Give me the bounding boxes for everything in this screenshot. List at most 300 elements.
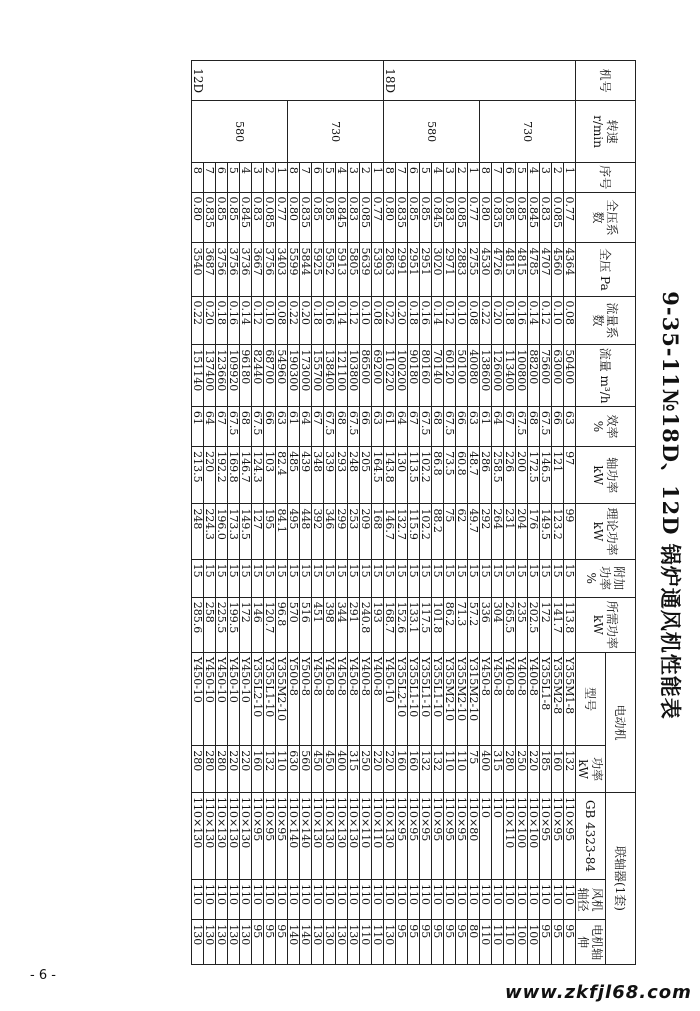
cell-coupling-gb: 110×95 (456, 792, 468, 879)
cell-fan-shaft: 110 (492, 879, 504, 919)
cell-motor-type: Y450-8 (348, 652, 360, 745)
cell-flow: 82440 (252, 345, 264, 407)
cell-required-power: 265.5 (504, 597, 516, 652)
cell-extra-power: 15 (216, 559, 228, 597)
cell-efficiency: 61 (288, 406, 300, 446)
cell-efficiency: 61 (192, 406, 204, 446)
cell-fan-shaft: 110 (264, 879, 276, 919)
cell-flow: 137400 (204, 345, 216, 407)
cell-motor-type: Y450-10 (204, 652, 216, 745)
cell-efficiency: 63 (468, 406, 480, 446)
cell-motor-type: Y500-8 (288, 652, 300, 745)
cell-pressure: 5925 (312, 243, 324, 296)
cell-motor-type: Y450-10 (228, 652, 240, 745)
cell-coupling-gb: 110×130 (240, 792, 252, 879)
cell-coupling-gb: 110×130 (216, 792, 228, 879)
cell-extra-power: 15 (348, 559, 360, 597)
cell-motor-type: Y450-8 (312, 652, 324, 745)
cell-coupling-gb: 110×110 (360, 792, 372, 879)
cell-theory-power: 173.3 (228, 504, 240, 559)
cell-theory-power: 299 (336, 504, 348, 559)
table-row (324, 61, 336, 965)
cell-pressure-coef: 0.845 (528, 192, 540, 243)
cell-theory-power: 495 (288, 504, 300, 559)
cell-motor-shaft: 130 (240, 920, 252, 965)
cell-motor-power: 220 (528, 746, 540, 793)
cell-extra-power: 15 (468, 559, 480, 597)
cell-fan-shaft: 110 (204, 879, 216, 919)
cell-seq: 6 (312, 162, 324, 192)
cell-required-power: 199.5 (228, 597, 240, 652)
cell-seq: 5 (324, 162, 336, 192)
header-motor-type: 型号 (576, 652, 606, 745)
cell-fan-shaft: 110 (348, 879, 360, 919)
cell-motor-type: Y355L1-10 (264, 652, 276, 745)
cell-theory-power: 99 (564, 504, 576, 559)
cell-pressure: 2755 (468, 243, 480, 296)
cell-flow: 63000 (552, 345, 564, 407)
cell-efficiency: 63 (276, 406, 288, 446)
cell-motor-power: 132 (264, 746, 276, 793)
cell-extra-power: 15 (240, 559, 252, 597)
cell-efficiency: 67.5 (444, 406, 456, 446)
cell-flow-coef: 0.20 (396, 296, 408, 345)
cell-pressure: 5393 (372, 243, 384, 296)
cell-seq: 4 (528, 162, 540, 192)
cell-seq: 3 (252, 162, 264, 192)
cell-motor-power: 220 (384, 746, 396, 793)
cell-motor-type: Y355L1-10 (408, 652, 420, 745)
cell-flow-coef: 0.22 (384, 296, 396, 345)
cell-pressure: 2951 (420, 243, 432, 296)
cell-flow-coef: 0.14 (432, 296, 444, 345)
table-row (264, 61, 276, 965)
cell-theory-power: 132.7 (396, 504, 408, 559)
table-row (504, 61, 516, 965)
cell-seq: 7 (300, 162, 312, 192)
cell-shaft-power: 248 (348, 447, 360, 504)
cell-motor-power: 75 (468, 746, 480, 793)
cell-flow-coef: 0.12 (252, 296, 264, 345)
cell-flow-coef: 0.08 (372, 296, 384, 345)
cell-efficiency: 66 (552, 406, 564, 446)
cell-motor-power: 110 (276, 746, 288, 793)
cell-pressure: 4785 (528, 243, 540, 296)
cell-flow: 173000 (300, 345, 312, 407)
cell-pressure-coef: 0.845 (336, 192, 348, 243)
cell-flow-coef: 0.14 (336, 296, 348, 345)
table-row (372, 61, 384, 965)
cell-flow-coef: 0.18 (504, 296, 516, 345)
cell-pressure: 5805 (348, 243, 360, 296)
cell-pressure: 4530 (480, 243, 492, 296)
cell-motor-shaft: 80 (468, 920, 480, 965)
cell-efficiency: 67.5 (420, 406, 432, 446)
cell-shaft-power: 113.5 (408, 447, 420, 504)
cell-flow: 121100 (336, 345, 348, 407)
cell-efficiency: 61 (480, 406, 492, 446)
cell-required-power: 113.8 (564, 597, 576, 652)
cell-motor-power: 110 (444, 746, 456, 793)
cell-motor-power: 132 (564, 746, 576, 793)
cell-flow-coef: 0.22 (480, 296, 492, 345)
cell-shaft-power: 124.3 (252, 447, 264, 504)
cell-pressure: 2971 (444, 243, 456, 296)
cell-motor-type: Y450-10 (384, 652, 396, 745)
cell-seq: 4 (432, 162, 444, 192)
cell-pressure-coef: 0.835 (300, 192, 312, 243)
cell-seq: 5 (228, 162, 240, 192)
cell-extra-power: 15 (204, 559, 216, 597)
cell-seq: 8 (288, 162, 300, 192)
fan-performance-table (191, 60, 636, 965)
cell-flow-coef: 0.18 (312, 296, 324, 345)
cell-flow-coef: 0.20 (204, 296, 216, 345)
cell-seq: 3 (540, 162, 552, 192)
cell-motor-power: 450 (312, 746, 324, 793)
cell-seq: 7 (396, 162, 408, 192)
cell-pressure-coef: 0.83 (348, 192, 360, 243)
cell-fan-shaft: 110 (528, 879, 540, 919)
cell-extra-power: 15 (516, 559, 528, 597)
cell-shaft-power: 258.5 (492, 447, 504, 504)
table-row (216, 61, 228, 965)
cell-seq: 4 (336, 162, 348, 192)
cell-efficiency: 66 (264, 406, 276, 446)
cell-seq: 2 (552, 162, 564, 192)
cell-extra-power: 15 (408, 559, 420, 597)
header-extra-power: 附加功率 % (576, 559, 636, 597)
header-coupling: 联轴器(1套) (606, 792, 636, 964)
cell-pressure-coef: 0.83 (444, 192, 456, 243)
cell-motor-shaft: 100 (528, 920, 540, 965)
cell-theory-power: 123.2 (552, 504, 564, 559)
cell-pressure-coef: 0.83 (540, 192, 552, 243)
cell-pressure-coef: 0.085 (360, 192, 372, 243)
cell-flow: 109920 (228, 345, 240, 407)
cell-shaft-power: 102.2 (420, 447, 432, 504)
cell-efficiency: 67.5 (348, 406, 360, 446)
cell-theory-power: 346 (324, 504, 336, 559)
cell-fan-shaft: 110 (324, 879, 336, 919)
cell-efficiency: 63 (372, 406, 384, 446)
cell-pressure: 3667 (252, 243, 264, 296)
cell-shaft-power: 226 (504, 447, 516, 504)
cell-pressure-coef: 0.77 (468, 192, 480, 243)
cell-flow: 75600 (540, 345, 552, 407)
cell-motor-type: Y355L2-10 (252, 652, 264, 745)
cell-coupling-gb: 110×95 (432, 792, 444, 879)
cell-required-power: 193 (372, 597, 384, 652)
table-row (516, 61, 528, 965)
cell-motor-shaft: 140 (288, 920, 300, 965)
cell-extra-power: 15 (192, 559, 204, 597)
cell-fan-shaft: 110 (312, 879, 324, 919)
table-row (396, 61, 408, 965)
cell-theory-power: 248 (192, 504, 204, 559)
cell-fan-shaft: 110 (216, 879, 228, 919)
header-motor-power: 功率 kW (576, 746, 606, 793)
table-row (276, 61, 288, 965)
cell-fan-shaft: 110 (276, 879, 288, 919)
cell-motor-shaft: 95 (252, 920, 264, 965)
cell-extra-power: 15 (444, 559, 456, 597)
cell-pressure-coef: 0.085 (456, 192, 468, 243)
cell-coupling-gb: 110×95 (396, 792, 408, 879)
cell-pressure-coef: 0.80 (384, 192, 396, 243)
cell-fan-shaft: 110 (480, 879, 492, 919)
table-row (252, 61, 264, 965)
cell-motor-type: Y315M2-10 (468, 652, 480, 745)
table-row (552, 61, 564, 965)
cell-motor-power: 132 (420, 746, 432, 793)
table-row (336, 61, 348, 965)
cell-motor-type: Y355M1-8 (564, 652, 576, 745)
cell-flow: 68700 (264, 345, 276, 407)
cell-pressure-coef: 0.85 (216, 192, 228, 243)
cell-motor-shaft: 130 (216, 920, 228, 965)
table-row (480, 61, 492, 965)
cell-required-power: 285.6 (192, 597, 204, 652)
header-motor: 电动机 (606, 652, 636, 792)
cell-efficiency: 68 (432, 406, 444, 446)
cell-pressure: 3756 (216, 243, 228, 296)
cell-motor-type: Y355M2-10 (456, 652, 468, 745)
cell-fan-shaft: 110 (504, 879, 516, 919)
cell-motor-shaft: 110 (372, 920, 384, 965)
cell-motor-type: Y400-8 (528, 652, 540, 745)
cell-coupling-gb: 110×80 (468, 792, 480, 879)
table-row (228, 61, 240, 965)
cell-coupling-gb: 110×130 (192, 792, 204, 879)
cell-motor-shaft: 110 (492, 920, 504, 965)
cell-efficiency: 67.5 (540, 406, 552, 446)
header-flow: 流量 m³/h (576, 345, 636, 407)
cell-extra-power: 15 (264, 559, 276, 597)
cell-coupling-gb: 110×95 (540, 792, 552, 879)
cell-flow: 151140 (192, 345, 204, 407)
cell-pressure-coef: 0.835 (492, 192, 504, 243)
table-row (348, 61, 360, 965)
cell-motor-power: 400 (480, 746, 492, 793)
cell-seq: 8 (384, 162, 396, 192)
cell-flow-coef: 0.22 (192, 296, 204, 345)
cell-fan-shaft: 110 (516, 879, 528, 919)
cell-shaft-power: 86.8 (432, 447, 444, 504)
cell-required-power: 235 (516, 597, 528, 652)
cell-motor-power: 280 (192, 746, 204, 793)
cell-coupling-gb: 110 (480, 792, 492, 879)
cell-coupling-gb: 110×140 (288, 792, 300, 879)
cell-theory-power: 127 (252, 504, 264, 559)
cell-pressure: 4707 (540, 243, 552, 296)
cell-fan-shaft: 110 (300, 879, 312, 919)
cell-flow: 86500 (360, 345, 372, 407)
table-row (312, 61, 324, 965)
header-shaft-power: 轴功率 kW (576, 447, 636, 504)
cell-extra-power: 15 (432, 559, 444, 597)
cell-coupling-gb: 110×110 (504, 792, 516, 879)
cell-motor-power: 280 (204, 746, 216, 793)
cell-pressure: 3403 (276, 243, 288, 296)
table-row (384, 61, 396, 965)
cell-coupling-gb: 110×95 (276, 792, 288, 879)
cell-required-power: 133.1 (408, 597, 420, 652)
cell-theory-power: 84.1 (276, 504, 288, 559)
cell-coupling-gb: 110×130 (228, 792, 240, 879)
cell-theory-power: 392 (312, 504, 324, 559)
cell-theory-power: 196.0 (216, 504, 228, 559)
cell-motor-shaft: 110 (504, 920, 516, 965)
cell-seq: 1 (564, 162, 576, 192)
header-flow-coef: 流量系数 (576, 296, 636, 345)
cell-fan-shaft: 110 (252, 879, 264, 919)
cell-efficiency: 61 (384, 406, 396, 446)
cell-motor-power: 160 (408, 746, 420, 793)
cell-coupling-gb: 110×100 (528, 792, 540, 879)
cell-pressure: 3756 (228, 243, 240, 296)
cell-shaft-power: 439 (300, 447, 312, 504)
cell-coupling-gb: 110×130 (336, 792, 348, 879)
cell-motor-shaft: 130 (384, 920, 396, 965)
table-row (564, 61, 576, 965)
header-pressure-coef: 全压系数 (576, 192, 636, 243)
cell-shaft-power: 60.8 (456, 447, 468, 504)
cell-extra-power: 15 (384, 559, 396, 597)
cell-motor-type: Y450-8 (324, 652, 336, 745)
cell-extra-power: 15 (300, 559, 312, 597)
cell-efficiency: 66 (456, 406, 468, 446)
cell-pressure: 2863 (384, 243, 396, 296)
cell-pressure: 5913 (336, 243, 348, 296)
cell-required-power: 570 (288, 597, 300, 652)
cell-motor-power: 220 (228, 746, 240, 793)
cell-extra-power: 15 (480, 559, 492, 597)
cell-fan-shaft: 110 (228, 879, 240, 919)
cell-flow: 100200 (396, 345, 408, 407)
cell-coupling-gb: 110×130 (384, 792, 396, 879)
cell-required-power: 168.7 (384, 597, 396, 652)
cell-motor-type: Y400-8 (372, 652, 384, 745)
cell-motor-type: Y450-8 (492, 652, 504, 745)
cell-seq: 2 (360, 162, 372, 192)
cell-seq: 6 (504, 162, 516, 192)
cell-motor-type: Y355M2-10 (444, 652, 456, 745)
cell-efficiency: 64 (396, 406, 408, 446)
cell-theory-power: 224.3 (204, 504, 216, 559)
cell-seq: 5 (420, 162, 432, 192)
cell-extra-power: 15 (228, 559, 240, 597)
cell-efficiency: 67 (216, 406, 228, 446)
cell-motor-power: 280 (504, 746, 516, 793)
cell-motor-shaft: 95 (408, 920, 420, 965)
cell-pressure-coef: 0.85 (312, 192, 324, 243)
cell-required-power: 152.6 (396, 597, 408, 652)
cell-required-power: 240.8 (360, 597, 372, 652)
cell-motor-shaft: 95 (264, 920, 276, 965)
cell-shaft-power: 485 (288, 447, 300, 504)
cell-flow-coef: 0.14 (240, 296, 252, 345)
cell-flow: 138600 (480, 345, 492, 407)
cell-fan-shaft: 110 (540, 879, 552, 919)
table-row (204, 61, 216, 965)
cell-required-power: 172 (540, 597, 552, 652)
cell-motor-power: 220 (240, 746, 252, 793)
cell-motor-power: 160 (552, 746, 564, 793)
cell-coupling-gb: 110×95 (264, 792, 276, 879)
cell-shaft-power: 213.5 (192, 447, 204, 504)
cell-fan-shaft: 110 (432, 879, 444, 919)
cell-required-power: 291 (348, 597, 360, 652)
cell-flow-coef: 0.16 (324, 296, 336, 345)
cell-motor-type: Y355M2-8 (552, 652, 564, 745)
header-speed: 转速 r/min (576, 101, 636, 163)
cell-pressure-coef: 0.85 (420, 192, 432, 243)
cell-flow-coef: 0.10 (360, 296, 372, 345)
cell-pressure-coef: 0.85 (516, 192, 528, 243)
cell-required-power: 225.5 (216, 597, 228, 652)
cell-fan-shaft: 110 (468, 879, 480, 919)
cell-flow-coef: 0.16 (516, 296, 528, 345)
table-body (192, 61, 576, 965)
cell-pressure: 4815 (516, 243, 528, 296)
cell-theory-power: 176 (528, 504, 540, 559)
table-row (432, 61, 444, 965)
cell-flow-coef: 0.20 (492, 296, 504, 345)
cell-pressure-coef: 0.85 (408, 192, 420, 243)
cell-motor-shaft: 110 (480, 920, 492, 965)
cell-theory-power: 62 (456, 504, 468, 559)
cell-efficiency: 64 (204, 406, 216, 446)
cell-flow-coef: 0.08 (564, 296, 576, 345)
cell-theory-power: 88.2 (432, 504, 444, 559)
cell-flow-coef: 0.12 (540, 296, 552, 345)
cell-motor-shaft: 95 (432, 920, 444, 965)
cell-shaft-power: 82.4 (276, 447, 288, 504)
cell-motor-shaft: 130 (192, 920, 204, 965)
cell-pressure: 3687 (204, 243, 216, 296)
cell-flow: 40080 (468, 345, 480, 407)
cell-motor-type: Y355M2-10 (276, 652, 288, 745)
cell-extra-power: 15 (504, 559, 516, 597)
cell-extra-power: 15 (492, 559, 504, 597)
cell-extra-power: 15 (528, 559, 540, 597)
cell-pressure: 2991 (396, 243, 408, 296)
cell-flow: 113400 (504, 345, 516, 407)
cell-seq: 1 (276, 162, 288, 192)
cell-theory-power: 75 (444, 504, 456, 559)
cell-flow-coef: 0.10 (456, 296, 468, 345)
cell-pressure: 3756 (264, 243, 276, 296)
cell-extra-power: 15 (456, 559, 468, 597)
cell-required-power: 117.5 (420, 597, 432, 652)
cell-extra-power: 15 (552, 559, 564, 597)
cell-motor-power: 220 (372, 746, 384, 793)
cell-theory-power: 49.7 (468, 504, 480, 559)
cell-motor-shaft: 95 (564, 920, 576, 965)
cell-pressure: 3736 (240, 243, 252, 296)
cell-coupling-gb: 110×130 (204, 792, 216, 879)
cell-flow: 126000 (492, 345, 504, 407)
cell-efficiency: 68 (336, 406, 348, 446)
cell-theory-power: 102.2 (420, 504, 432, 559)
cell-shaft-power: 103 (264, 447, 276, 504)
cell-flow: 190300 (288, 345, 300, 407)
cell-pressure-coef: 0.835 (204, 192, 216, 243)
table-row (288, 61, 300, 965)
cell-fan-shaft: 110 (564, 879, 576, 919)
cell-efficiency: 64 (300, 406, 312, 446)
